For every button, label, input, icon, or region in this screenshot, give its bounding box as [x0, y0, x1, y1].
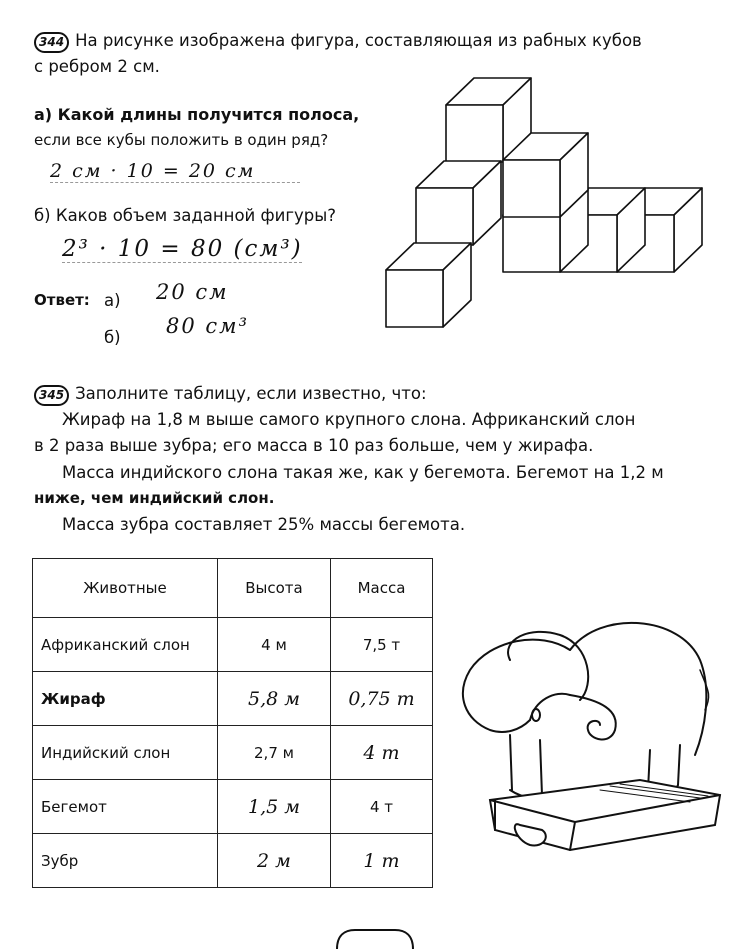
- header-height: Высота: [218, 559, 331, 618]
- intro-line: На рисунке изображена фигура, составляющая из рабных кубов: [75, 31, 642, 50]
- question-b: б) Каков объем заданной фигуры?: [34, 206, 337, 225]
- animal-cell: Индийский слон: [33, 726, 218, 780]
- answer-b-work: 2³ · 10 = 80 (см³): [62, 236, 303, 262]
- height-cell: 1,5 м: [218, 780, 331, 834]
- cube: [386, 243, 471, 327]
- task-number-badge: 344: [34, 32, 69, 53]
- condition-line: в 2 раза выше зубра; его масса в 10 раз больше, чем у жирафа.: [34, 436, 594, 455]
- table-row: [33, 726, 433, 780]
- cubes-figure: [0, 0, 738, 360]
- height-cell: 2 м: [218, 834, 331, 888]
- answer-b-label: б): [104, 328, 121, 347]
- animal-cell: Зубр: [33, 834, 218, 888]
- animals-table: [32, 558, 433, 888]
- answer-a: 20 см: [156, 280, 229, 304]
- table-row: [33, 672, 433, 726]
- table-row: [33, 618, 433, 672]
- animal-cell: Африканский слон: [33, 618, 218, 672]
- mass-cell: 4 т: [331, 726, 433, 780]
- height-cell: 5,8 м: [218, 672, 331, 726]
- answer-a-label: а): [104, 291, 121, 310]
- cube: [416, 161, 501, 245]
- animal-cell: Бегемот: [33, 780, 218, 834]
- condition-line: Масса зубра составляет 25% массы бегемота.: [62, 515, 466, 534]
- animal-cell: Жираф: [33, 672, 218, 726]
- height-cell: 2,7 м: [218, 726, 331, 780]
- answer-b: 80 см³: [166, 314, 249, 338]
- elephant-on-scales-illustration: [450, 590, 730, 880]
- intro-line-2: с ребром 2 см.: [34, 57, 160, 76]
- height-cell: 4 м: [218, 618, 331, 672]
- header-mass: Масса: [331, 559, 433, 618]
- table-row: [33, 780, 433, 834]
- table-row: [33, 834, 433, 888]
- answer-label: Ответ:: [34, 291, 90, 309]
- intro-text: Заполните таблицу, если известно, что:: [75, 384, 427, 403]
- mass-cell: 4 т: [331, 780, 433, 834]
- task-number-badge: 345: [34, 385, 69, 406]
- page-number-tab: [335, 915, 415, 950]
- task-345-intro: [34, 383, 427, 406]
- question-a-line1: а) Какой длины получится полоса,: [34, 105, 360, 124]
- answer-a-work: 2 см · 10 = 20 см: [50, 160, 300, 183]
- condition-line: ниже, чем индийский слон.: [34, 489, 275, 507]
- mass-cell: 7,5 т: [331, 618, 433, 672]
- mass-cell: 0,75 т: [331, 672, 433, 726]
- mass-cell: 1 т: [331, 834, 433, 888]
- question-a-line2: если все кубы положить в один ряд?: [34, 131, 329, 149]
- header-animals: Животные: [33, 559, 218, 618]
- table-header-row: [33, 559, 433, 618]
- condition-line: Жираф на 1,8 м выше самого крупного слона. Африканский слон: [62, 410, 636, 429]
- condition-line: Масса индийского слона такая же, как у бегемота. Бегемот на 1,2 м: [62, 463, 664, 482]
